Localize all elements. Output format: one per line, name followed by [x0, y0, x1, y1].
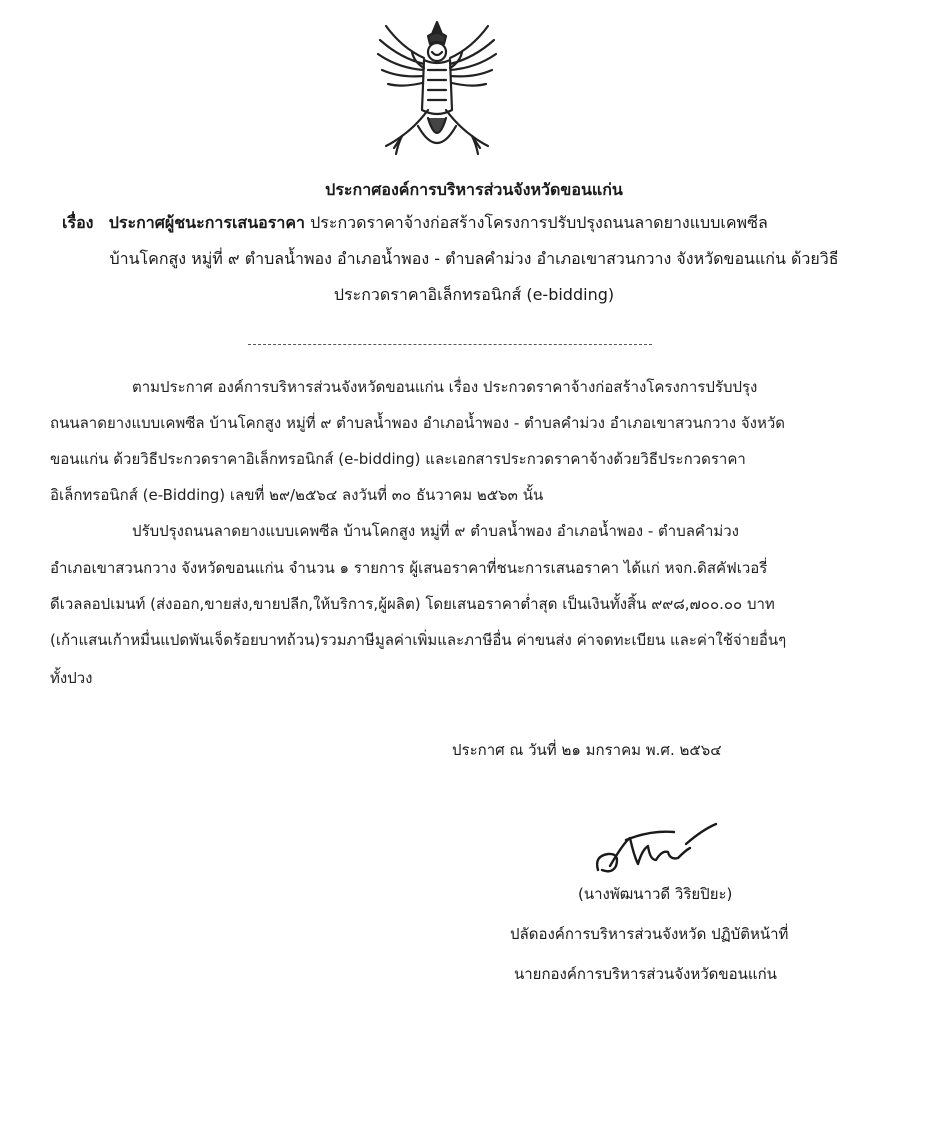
garuda-emblem-icon — [372, 18, 502, 164]
paragraph2-line-4: (เก้าแสนเก้าหมื่นแปดพันเจ็ดร้อยบาทถ้วน)รวมภาษีมูลค่าเพิ่มและภาษีอื่น ค่าขนส่ง ค่าจดทะเบียน และค่าใช้จ่ายอื่นๆ — [50, 631, 787, 649]
paragraph1-line-2: ถนนลาดยางแบบเคพซีล บ้านโคกสูง หมู่ที่ ๙ ตำบลน้ำพอง อำเภอน้ำพอง - ตำบลคำม่วง อำเภอเขาสวนกวาง จังหวัด — [50, 414, 786, 432]
handwritten-signature-icon — [590, 820, 720, 880]
paragraph1-line-3: ขอนแก่น ด้วยวิธีประกวดราคาอิเล็กทรอนิกส์ (e-bidding) และเอกสารประกวดราคาจ้างด้วยวิธีประกวดราคา — [50, 450, 746, 468]
paragraph2-line-2: อำเภอเขาสวนกวาง จังหวัดขอนแก่น จำนวน ๑ รายการ ผู้เสนอราคาที่ชนะการเสนอราคา ได้แก่ หจก.ดิสคัฟเวอรี่ — [50, 559, 768, 577]
paragraph2-line-3: ดีเวลลอปเมนท์ (ส่งออก,ขายส่ง,ขายปลีก,ให้บริการ,ผู้ผลิต) โดยเสนอราคาต่ำสุด เป็นเงินทั้งสิ้น ๙๙๘,๗๐๐.๐๐ บาท — [50, 595, 775, 613]
subject-label: เรื่อง — [62, 213, 94, 232]
paragraph1-line-4: อิเล็กทรอนิกส์ (e-Bidding) เลขที่ ๒๙/๒๕๖๔ ลงวันที่ ๓๐ ธันวาคม ๒๕๖๓ นั้น — [50, 486, 544, 504]
subject-heading: ประกาศผู้ชนะการเสนอราคา — [108, 213, 305, 232]
paragraph2-line-1: ปรับปรุงถนนลาดยางแบบเคพซีล บ้านโคกสูง หมู่ที่ ๙ ตำบลน้ำพอง อำเภอน้ำพอง - ตำบลคำม่วง — [132, 522, 740, 540]
subject-line-1 — [62, 211, 768, 236]
subject-line-3: ประกวดราคาอิเล็กทรอนิกส์ (e-bidding) — [333, 285, 615, 304]
signer-name: (นางพัฒนาวดี วิริยปิยะ) — [578, 885, 733, 903]
subject-line-2: บ้านโคกสูง หมู่ที่ ๙ ตำบลน้ำพอง อำเภอน้ำพอง - ตำบลคำม่วง อำเภอเขาสวนกวาง จังหวัดขอนแก่น ด้วยวิธี — [109, 249, 839, 268]
subject-line-1-rest: ประกวดราคาจ้างก่อสร้างโครงการปรับปรุงถนนลาดยางแบบเคพซีล — [310, 213, 768, 232]
signer-title-2: นายกองค์การบริหารส่วนจังหวัดขอนแก่น — [514, 965, 777, 983]
announcement-date: ประกาศ ณ วันที่ ๒๑ มกราคม พ.ศ. ๒๕๖๔ — [452, 741, 722, 759]
paragraph2-line-5: ทั้งปวง — [50, 669, 93, 687]
paragraph1-line-1: ตามประกาศ องค์การบริหารส่วนจังหวัดขอนแก่น เรื่อง ประกวดราคาจ้างก่อสร้างโครงการปรับปรุง — [132, 378, 758, 396]
issuer-title: ประกาศองค์การบริหารส่วนจังหวัดขอนแก่น — [325, 180, 623, 199]
signer-title-1: ปลัดองค์การบริหารส่วนจังหวัด ปฏิบัติหน้าที่ — [510, 925, 789, 943]
dashed-divider — [248, 344, 652, 345]
